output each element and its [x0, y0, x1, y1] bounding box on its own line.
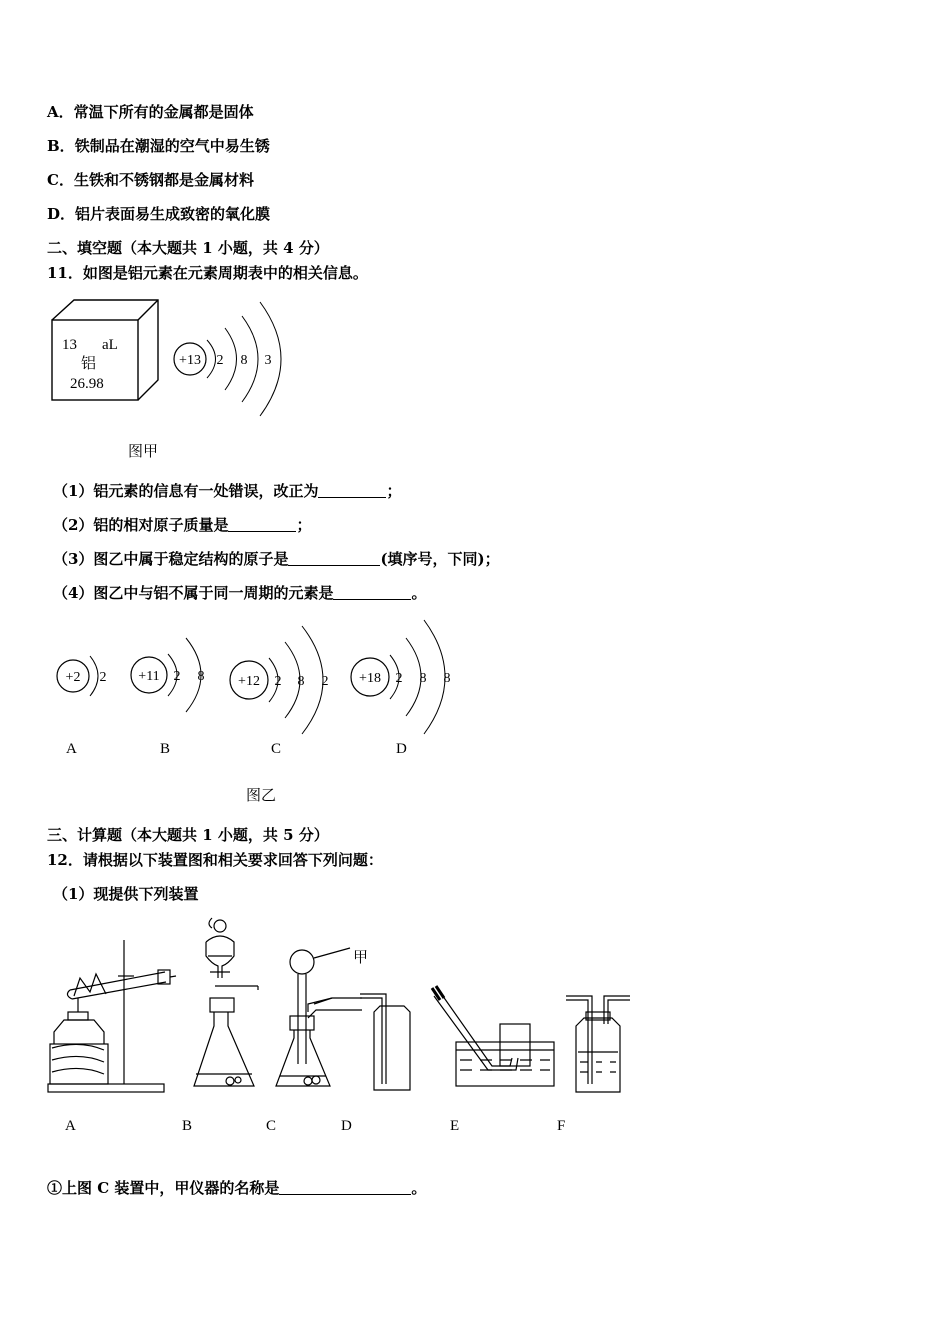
- shell-electrons: 2: [99, 670, 107, 685]
- q11-part-1: [53, 481, 401, 501]
- apparatus-label-b: B: [182, 1118, 193, 1134]
- option-d: [47, 204, 270, 224]
- shell-arc: [225, 328, 237, 390]
- element-tile: [52, 300, 158, 400]
- part-suffix: ；: [296, 516, 312, 534]
- shell-electrons: 8: [197, 669, 205, 684]
- q12-part-1: （1）现提供下列装置: [53, 885, 199, 903]
- jia-label: 甲: [353, 950, 369, 966]
- part-suffix: ；: [386, 482, 402, 500]
- option-c: [47, 170, 254, 190]
- atomic-number: 13: [62, 337, 77, 353]
- element-name: 铝: [81, 356, 97, 372]
- apparatus-label-e: E: [450, 1118, 460, 1134]
- shell-arc: [424, 620, 445, 734]
- part-text: （2）铝的相对原子质量是: [53, 516, 229, 534]
- shell-electrons: 2: [216, 353, 224, 368]
- apparatus-label-a: A: [65, 1118, 76, 1134]
- q11-part-3: [53, 549, 500, 569]
- atom-label-d: D: [396, 741, 407, 757]
- q11-part-2: [53, 515, 311, 535]
- atom-label-a: A: [66, 741, 77, 757]
- shell-electrons: 8: [443, 671, 451, 686]
- part-suffix: 。: [411, 584, 427, 602]
- part-text: （4）图乙中与铝不属于同一周期的元素是: [53, 584, 334, 602]
- atom-d-diagram: [351, 620, 451, 734]
- shell-arc: [207, 340, 216, 378]
- al-atom-diagram: [174, 302, 281, 416]
- shell-electrons: 2: [274, 674, 282, 689]
- part-suffix: (填序号，下同)；: [380, 550, 500, 568]
- option-letter: A．: [47, 103, 74, 121]
- apparatus-d: [360, 994, 410, 1090]
- answer-blank[interactable]: [318, 482, 386, 498]
- apparatus-label-f: F: [557, 1118, 566, 1134]
- figure-yi-caption: 图乙: [246, 786, 277, 804]
- apparatus-label-c: C: [266, 1118, 277, 1134]
- part-text: （3）图乙中属于稳定结构的原子是: [53, 550, 289, 568]
- shell-electrons: 8: [419, 671, 427, 686]
- option-text: 铝片表面易生成致密的氧化膜: [75, 205, 271, 223]
- figure-jia-caption: 图甲: [128, 442, 159, 460]
- option-a: [47, 102, 254, 122]
- option-b: [47, 136, 270, 156]
- atom-c-diagram: [230, 626, 329, 734]
- option-text: 生铁和不锈钢都是金属材料: [73, 171, 254, 189]
- apparatus-figure: [40, 914, 640, 1100]
- atom-b-diagram: [131, 638, 205, 712]
- apparatus-b: [194, 918, 258, 1086]
- atom-label-c: C: [271, 741, 282, 757]
- shell-electrons: 2: [321, 674, 329, 689]
- atomic-mass: 26.98: [70, 376, 104, 392]
- shell-arc: [302, 626, 323, 734]
- sub-question-text: ①上图 C 装置中，甲仪器的名称是: [47, 1179, 280, 1197]
- nucleus-charge: +12: [238, 674, 260, 689]
- shell-arc: [90, 656, 98, 696]
- atom-label-b: B: [160, 741, 171, 757]
- shell-electrons: 2: [173, 669, 181, 684]
- q11-stem: 11．如图是铝元素在元素周期表中的相关信息。: [47, 264, 368, 282]
- apparatus-a: [48, 940, 176, 1092]
- answer-blank[interactable]: [333, 584, 411, 600]
- q11-part-4: [53, 583, 426, 603]
- nucleus-charge: +13: [179, 353, 201, 368]
- nucleus-charge: +18: [359, 671, 381, 686]
- element-symbol: aL: [102, 337, 118, 353]
- answer-blank[interactable]: [228, 516, 296, 532]
- apparatus-c: [276, 948, 362, 1086]
- option-text: 铁制品在潮湿的空气中易生锈: [74, 137, 270, 155]
- shell-electrons: 3: [264, 353, 272, 368]
- option-letter: C．: [47, 171, 74, 189]
- atom-a-diagram: [57, 656, 107, 696]
- q12-sub-1: [47, 1178, 426, 1198]
- apparatus-e: [432, 986, 554, 1086]
- figure-yi: [40, 612, 480, 742]
- nucleus-charge: +11: [138, 669, 160, 684]
- shell-electrons: 8: [240, 353, 248, 368]
- sub-question-suffix: 。: [411, 1179, 427, 1197]
- apparatus-f: [566, 996, 630, 1092]
- option-letter: D．: [47, 205, 76, 223]
- figure-jia: [50, 298, 290, 420]
- section3-title: 三、计算题（本大题共 1 小题，共 5 分）: [47, 826, 329, 844]
- nucleus-charge: +2: [65, 670, 81, 685]
- option-letter: B．: [47, 137, 75, 155]
- part-text: （1）铝元素的信息有一处错误，改正为: [53, 482, 319, 500]
- q12-stem: 12．请根据以下装置图和相关要求回答下列问题：: [47, 851, 383, 869]
- shell-electrons: 2: [395, 671, 403, 686]
- option-text: 常温下所有的金属都是固体: [73, 103, 254, 121]
- apparatus-label-d: D: [341, 1118, 352, 1134]
- section2-title: 二、填空题（本大题共 1 小题，共 4 分）: [47, 239, 329, 257]
- shell-electrons: 8: [297, 674, 305, 689]
- answer-blank[interactable]: [288, 550, 380, 566]
- answer-blank[interactable]: [279, 1179, 411, 1195]
